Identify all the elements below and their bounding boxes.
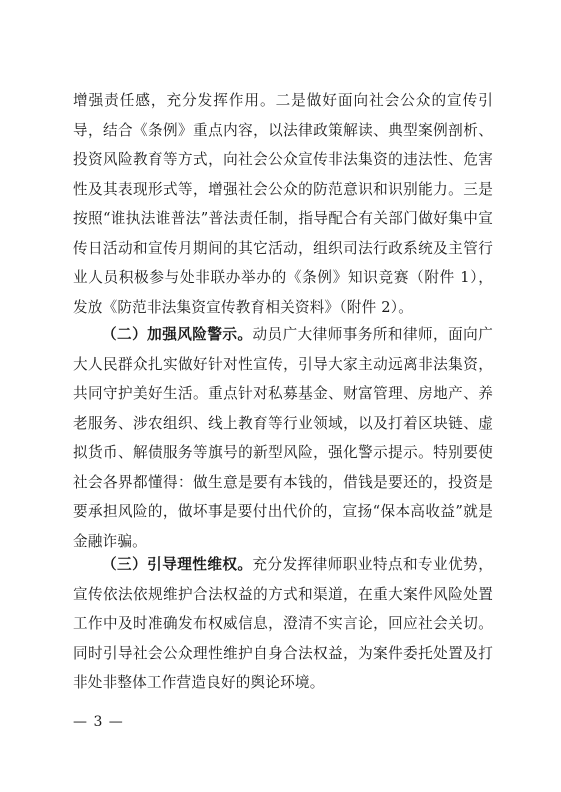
- page-number: — 3 —: [73, 714, 124, 730]
- paragraph-2-body: 动员广大律师事务所和律师，面向广大人民群众扎实做好针对性宣传，引导大家主动远离非法集资，共同守护美好生活。重点针对私募基金、财富管理、房地产、养老服务、涉农组织、线上教育等行业领域，以及打着区块链、虚拟货币、解债服务等旗号的新型风险，强化警示提示。特别要使社会各界都懂得：做生意是要有本钱的，借钱是要还的，投资是要承担风险的，做坏事是要付出代价的，宣扬“保本高收益”就是金融诈骗。: [73, 326, 493, 550]
- section-heading-risk-warning: （二）加强风险警示。: [102, 326, 253, 343]
- section-heading-rational-rights: （三）引导理性维权。: [102, 556, 253, 573]
- paragraph-2: [73, 320, 493, 556]
- paragraph-1: 增强责任感，充分发挥作用。二是做好面向社会公众的宣传引导，结合《条例》重点内容，以法律政策解读、典型案例剖析、投资风险教育等方式，向社会公众宣传非法集资的违法性、危害性及其表现形式等，增强社会公众的防范意识和识别能力。三是按照“谁执法谁普法”普法责任制，指导配合有关部门做好集中宣传日活动和宣传月期间的其它活动，组织司法行政系统及主管行业人员积极参与处非联办举办的《条例》知识竞赛（附件 1），发放《防范非法集资宣传教育相关资料》（附件 2）。: [73, 92, 493, 316]
- paragraph-3: [73, 550, 493, 698]
- paragraph-3-body: 充分发挥律师职业特点和专业优势，宣传依法依规维护合法权益的方式和渠道，在重大案件风险处置工作中及时准确发布权威信息，澄清不实言论，回应社会关切。同时引导社会公众理性维护自身合法权益，为案件委托处置及打非处非整体工作营造良好的舆论环境。: [73, 556, 493, 691]
